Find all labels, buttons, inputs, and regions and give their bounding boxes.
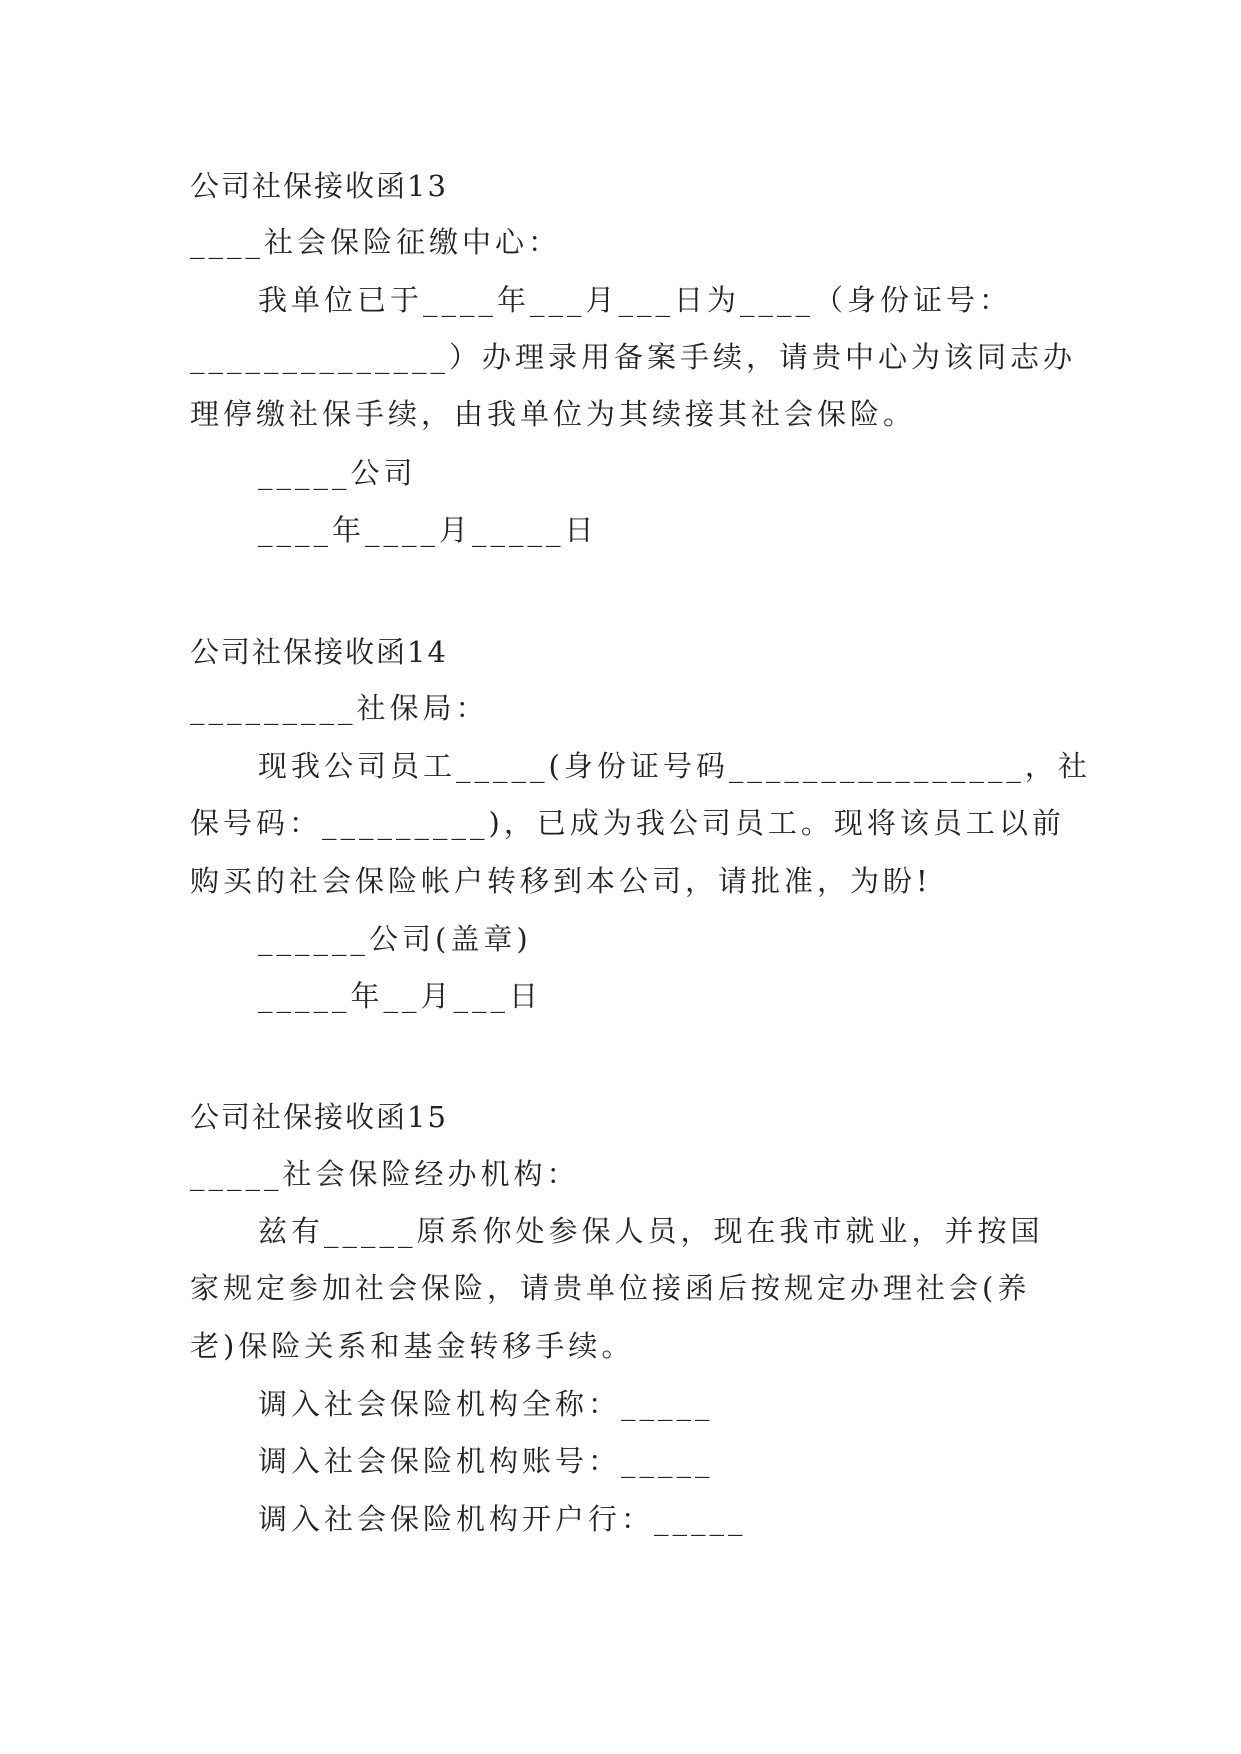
section-14-title: 公司社保接收函14	[190, 635, 448, 669]
section-15-field-bank: 调入社会保险机构开户行：_____	[258, 1502, 747, 1536]
section-13-addressee: ____社会保险征缴中心：	[190, 225, 562, 259]
section-13-body-line-2: ______________）办理录用备案手续，请贵中心为该同志办	[190, 340, 1077, 374]
section-15-addressee: _____社会保险经办机构：	[190, 1157, 580, 1191]
section-13-date: ____年____月_____日	[258, 513, 598, 547]
section-15-field-full-name: 调入社会保险机构全称：_____	[258, 1387, 714, 1421]
section-15-body-line-3: 老)保险关系和基金转移手续。	[190, 1329, 635, 1363]
section-14-body-line-2: 保号码：_________)，已成为我公司员工。现将该员工以前	[190, 806, 1065, 840]
section-14-body-line-3: 购买的社会保险帐户转移到本公司，请批准，为盼!	[190, 864, 932, 898]
section-13-body-line-3: 理停缴社保手续，由我单位为其续接其社会保险。	[190, 397, 917, 431]
section-14-signature: ______公司(盖章)	[258, 922, 532, 956]
section-14-date: _____年__月___日	[258, 979, 543, 1013]
section-13-signature: _____公司	[258, 456, 417, 490]
section-15-body-line-1: 兹有_____原系你处参保人员，现在我市就业，并按国	[258, 1214, 1044, 1248]
section-13-body-line-1: 我单位已于____年___月___日为____（身份证号：	[258, 283, 1013, 317]
section-14-addressee: _________社保局：	[190, 691, 489, 725]
section-15-title: 公司社保接收函15	[190, 1100, 448, 1134]
section-13-title: 公司社保接收函13	[190, 169, 448, 203]
section-14-body-line-1: 现我公司员工_____(身份证号码________________，社	[258, 749, 1091, 783]
section-15-field-account: 调入社会保险机构账号：_____	[258, 1444, 714, 1478]
section-15-body-line-2: 家规定参加社会保险，请贵单位接函后按规定办理社会(养	[190, 1271, 1031, 1305]
